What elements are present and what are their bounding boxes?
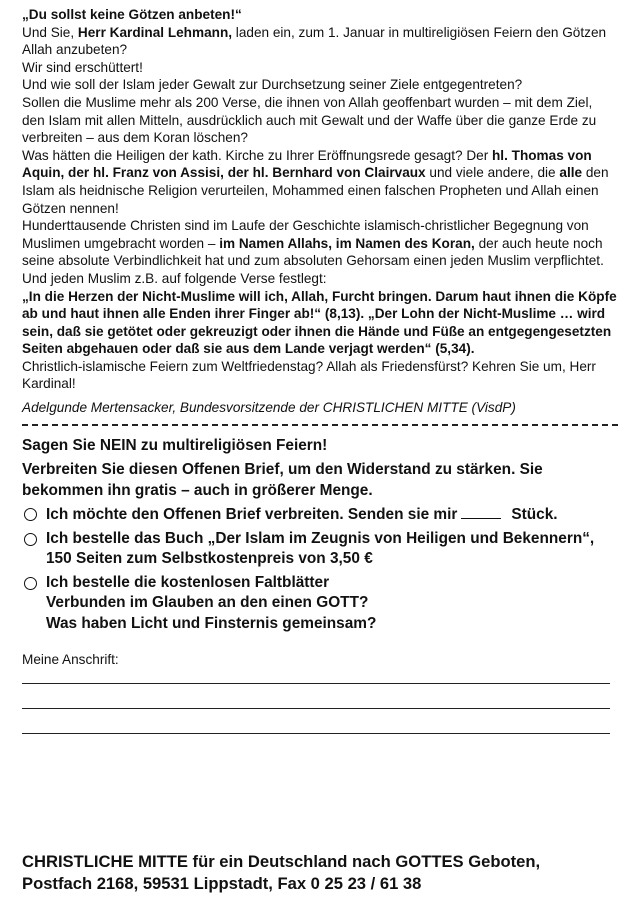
text-span: Ich möchte den Offenen Brief verbreiten. Senden sie mir: [46, 506, 458, 524]
paragraph-verses: Sollen die Muslime mehr als 200 Verse, die ihnen von Allah geoffenbart wurden – mit dem Ziel, den Islam mit allen Mitteln, ausdrücklich auch mit Gewalt und der Waffe über die ganze Erde zu verbreiten – aus dem Koran löschen?: [22, 94, 597, 146]
paragraph-shock: Wir sind erschüttert!: [22, 59, 143, 75]
option-label: [46, 573, 618, 635]
form-intro: Verbreiten Sie diesen Offenen Brief, um den Widerstand zu stärken. Sie bekommen ihn gratis – auch in größerer Menge.: [22, 461, 543, 499]
option-label: Ich bestelle das Buch „Der Islam im Zeugnis von Heiligen und Bekennern“, 150 Seiten zum Selbstkostenpreis von 3,50 €: [46, 529, 595, 568]
text-span: Und Sie,: [22, 24, 78, 40]
text-span: Ich bestelle die kostenlosen Faltblätter: [46, 573, 330, 591]
text-span: Was hätten die Heiligen der kath. Kirche zu Ihrer Eröffnungsrede gesagt? Der: [22, 147, 492, 163]
address-line-3[interactable]: [22, 733, 610, 734]
cut-line-divider: [22, 424, 618, 426]
leaflet-title-1: Verbunden im Glauben an den einen GOTT?: [46, 594, 369, 612]
emphasis-names: im Namen Allahs, im Namen des Koran,: [219, 235, 475, 251]
option-label: [46, 504, 618, 526]
paragraph-closing: Christlich-islamische Feiern zum Weltfriedenstag? Allah als Friedensfürst? Kehren Sie um, Herr Kardinal!: [22, 358, 596, 392]
koran-quote: „In die Herzen der Nicht-Muslime will ich, Allah, Furcht bringen. Darum haut ihnen die Köpfe ab und haut ihnen alle Enden ihrer Finger ab!“ (8,13). „Der Lohn der Nicht-Muslime … wird sein, daß sie getötet oder gekreuzigt oder ihnen die Hände und Füße an entgegengesetzten Seiten abgehauen oder daß sie aus dem Lande verjagt werden“ (5,34).: [22, 288, 617, 357]
text-span: laden ein, zum 1. Januar in multireligiösen Feiern den Götzen Allah anzubeten?: [22, 24, 607, 58]
paragraph-question: Und wie soll der Islam jeder Gewalt zur Durchsetzung seiner Ziele entgegentreten?: [22, 77, 523, 93]
address-line-1[interactable]: [22, 683, 610, 684]
checkbox-circle-icon[interactable]: [24, 577, 37, 590]
footer-line-1: CHRISTLICHE MITTE für ein Deutschland nach GOTTES Geboten,: [22, 852, 541, 871]
address-label: Meine Anschrift:: [22, 652, 119, 668]
footer-line-2: Postfach 2168, 59531 Lippstadt, Fax 0 25 23 / 61 38: [22, 874, 422, 893]
cardinal-name: Herr Kardinal Lehmann,: [77, 24, 233, 40]
text-span: Hunderttausende Christen sind im Laufe der Geschichte islamisch-christlicher Begegnung von Muslimen umgebracht worden –: [22, 218, 589, 251]
form-headline: Sagen Sie NEIN zu multireligiösen Feiern!: [22, 436, 328, 454]
letter-heading: „Du sollst keine Götzen anbeten!“: [22, 7, 242, 22]
option-order-leaflets[interactable]: [22, 573, 618, 635]
paragraph-history: [22, 217, 618, 287]
paragraph-saints: [22, 147, 618, 217]
emphasis-all: alle: [559, 165, 583, 181]
quantity-blank-field[interactable]: [461, 504, 501, 519]
order-form: [22, 436, 618, 635]
text-span: den Islam als heidnische Religion verurteilen, Mohammed einen falschen Propheten und Allah einen Götzen nennen!: [22, 165, 609, 216]
option-order-book[interactable]: [22, 529, 618, 570]
paragraph-invitation: [22, 24, 618, 59]
text-span: der auch heute noch seine absolute Verbindlichkeit hat und zum absoluten Gehorsam einen jeden Muslim verpflichtet. Und jeden Muslim z.B. auf folgende Verse festlegt:: [22, 235, 604, 286]
option-distribute-letter[interactable]: [22, 504, 618, 526]
open-letter: [22, 6, 618, 393]
checkbox-circle-icon[interactable]: [24, 533, 37, 546]
leaflet-title-2: Was haben Licht und Finsternis gemeinsam?: [46, 614, 377, 632]
text-span: und viele andere, die: [425, 165, 560, 181]
signature: Adelgunde Mertensacker, Bundesvorsitzende der CHRISTLICHEN MITTE (VisdP): [22, 400, 516, 416]
publisher-footer: [22, 851, 540, 895]
text-span: Stück.: [511, 506, 558, 524]
checkbox-circle-icon[interactable]: [24, 508, 37, 521]
address-line-2[interactable]: [22, 708, 610, 709]
saints-names: hl. Thomas von Aquin, der hl. Franz von Assisi, der hl. Bernhard von Clairvaux: [22, 147, 592, 181]
